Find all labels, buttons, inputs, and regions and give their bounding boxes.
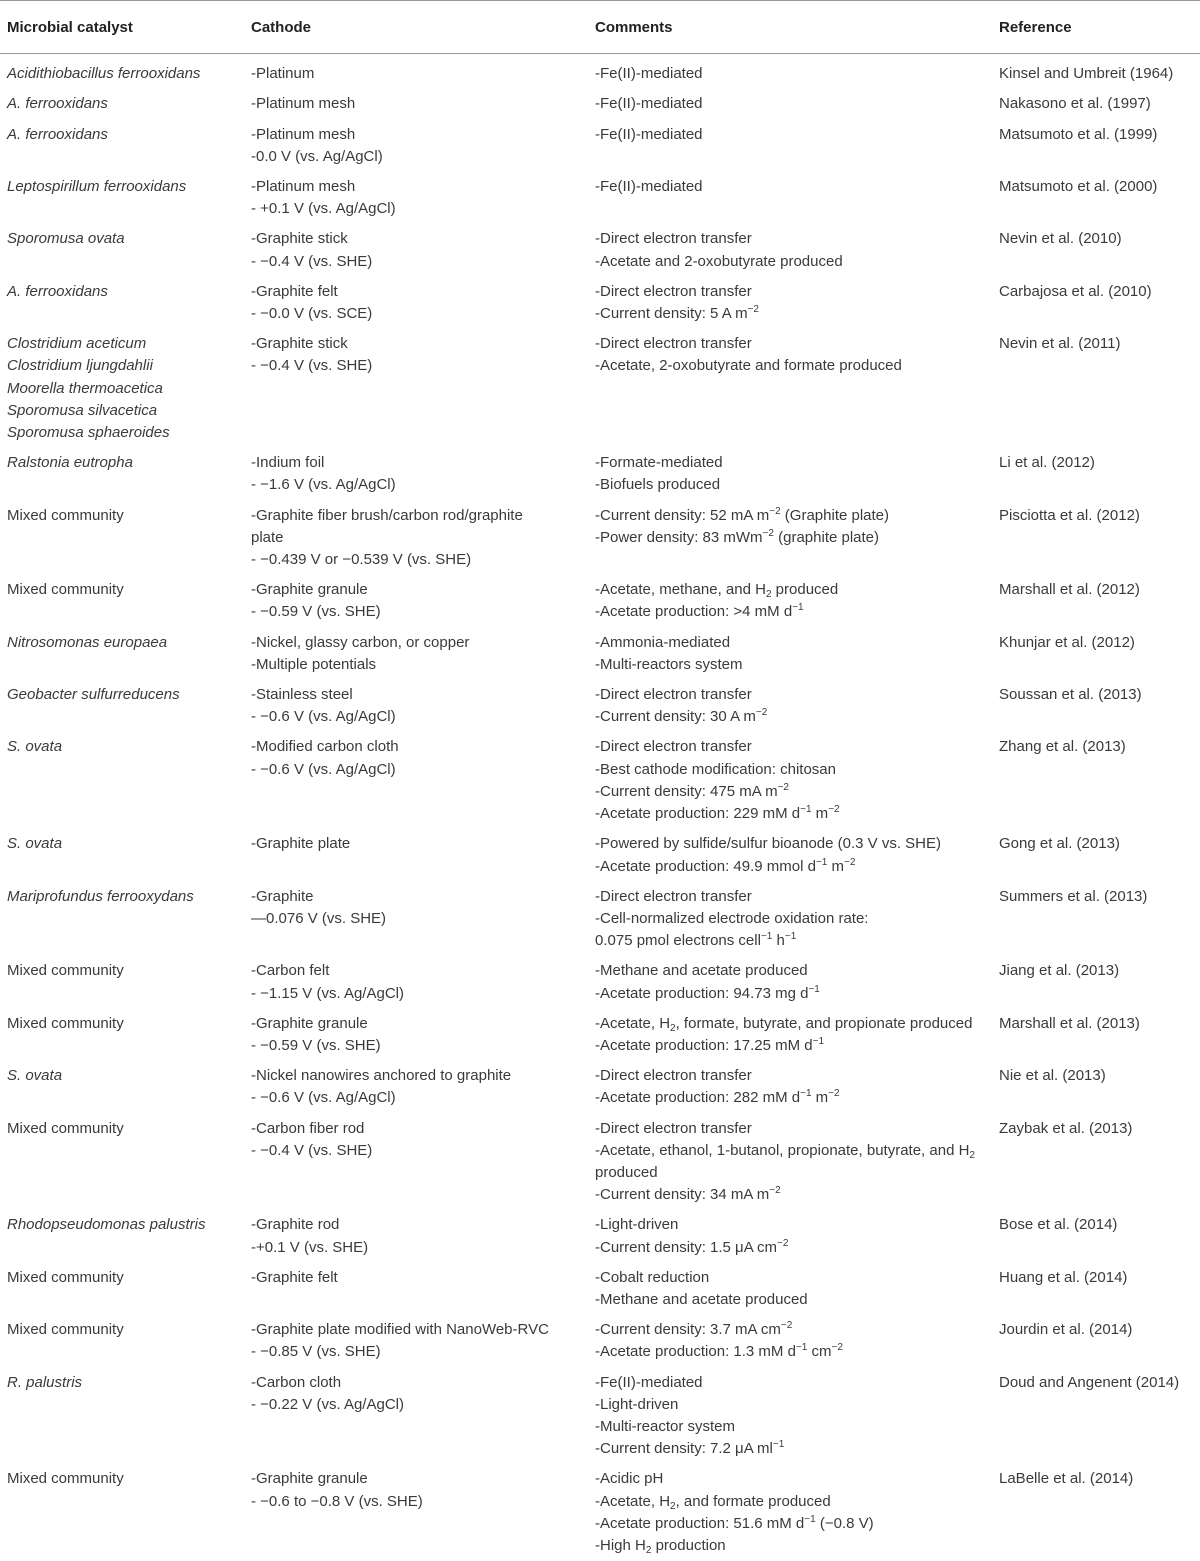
cell-comments [591,1464,995,1561]
cell-line: -0.0 V (vs. Ag/AgCl) [251,147,383,165]
cell-reference: Marshall et al. (2012) [999,581,1140,599]
cell-comments [591,1315,995,1367]
cell-line: -Direct electron transfer [595,282,752,300]
cell-line: -+0.1 V (vs. SHE) [251,1238,369,1256]
cell-line: -Graphite felt [251,282,338,300]
cell-reference: Nie et al. (2013) [999,1067,1106,1085]
cell-microbial-catalyst [0,329,244,448]
cell-line: 0.075 pmol electrons cell$^{-1}$ $h^{-1}$ [595,931,797,950]
cell-cathode [244,882,591,957]
cell-line: Mixed community [7,962,124,980]
cell-reference: Nevin et al. (2011) [999,335,1121,353]
cell-comments [591,1009,995,1061]
cell-line: -Fe(II)-mediated [595,65,703,83]
cell-reference: Huang et al. (2014) [999,1268,1128,1286]
cell-reference: Matsumoto et al. (1999) [999,125,1158,143]
cell-line: - −0.0 V (vs. SCE) [251,305,373,323]
cell-line: - −0.6 to −0.8 V (vs. SHE) [251,1492,423,1510]
cell-line: -Current density: 34 mA $m^{-2}$ [595,1185,781,1204]
cell-cathode [244,329,591,448]
cell-reference: Soussan et al. (2013) [999,686,1142,704]
cell-cathode [244,575,591,627]
cell-cathode [244,277,591,329]
cell-line: -Acidic pH [595,1470,664,1488]
table-row [0,829,1200,881]
cell-cathode [244,172,591,224]
cell-line: -Acetate and 2-oxobutyrate produced [595,252,843,270]
cell-microbial-catalyst [0,680,244,732]
cell-line: -Acetate, $H_2$, formate, butyrate, and propionate produced [595,1014,973,1034]
table-row [0,1315,1200,1367]
cell-line: -Acetate production: 229 mM $d^{-1}$ $m^{-2}$ [595,804,840,823]
cell-reference: Zhang et al. (2013) [999,738,1126,756]
cell-line: Sporomusa ovata [7,230,125,248]
cell-line: -Best cathode modification: chitosan [595,760,836,778]
cell-reference: Marshall et al. (2013) [999,1014,1140,1032]
cell-line: -Cell-normalized electrode oxidation rate: [595,909,869,927]
cell-microbial-catalyst [0,575,244,627]
table-row [0,628,1200,680]
cell-microbial-catalyst [0,277,244,329]
cell-comments [591,680,995,732]
cell-cathode [244,732,591,829]
cell-reference: Jourdin et al. (2014) [999,1321,1133,1339]
table-row [0,575,1200,627]
cell-microbial-catalyst [0,1368,244,1465]
cell-line: -Direct electron transfer [595,230,752,248]
cell-line: -Nickel, glassy carbon, or copper [251,633,470,651]
table-row [0,680,1200,732]
cell-line: -Power density: 83 mWm$^{-2}$ (graphite plate) [595,527,880,546]
cell-cathode [244,1210,591,1262]
cell-line: - −0.4 V (vs. SHE) [251,1141,373,1159]
cell-cathode [244,1061,591,1113]
cell-line: - −0.6 V (vs. Ag/AgCl) [251,760,396,778]
cell-line: Mixed community [7,1014,124,1032]
cell-comments [591,277,995,329]
cell-line: -Acetate production: 282 mM $d^{-1}$ $m^{-2}$ [595,1088,840,1107]
cell-line: Mixed community [7,1268,124,1286]
cell-reference: Summers et al. (2013) [999,887,1148,905]
cell-microbial-catalyst [0,882,244,957]
cell-line: -Direct electron transfer [595,887,752,905]
cell-line: R. palustris [7,1373,83,1391]
cell-line: -Direct electron transfer [595,686,752,704]
cell-line: - −0.6 V (vs. Ag/AgCl) [251,708,396,726]
cell-line: -Direct electron transfer [595,1067,752,1085]
table-row [0,1114,1200,1211]
cell-microbial-catalyst [0,89,244,119]
cell-reference: Kinsel and Umbreit (1964) [999,65,1174,83]
cell-microbial-catalyst [0,1464,244,1561]
cell-comments [591,956,995,1008]
cell-line: -Formate-mediated [595,454,723,472]
cell-line: -Graphite rod [251,1216,340,1234]
cell-microbial-catalyst [0,1315,244,1367]
cell-line: -Platinum mesh [251,95,356,113]
cell-line: -Stainless steel [251,686,353,704]
cell-line: -Direct electron transfer [595,335,752,353]
cell-line: —0.076 V (vs. SHE) [251,909,387,927]
cell-line: -Acetate, $H_2$, and formate produced [595,1492,831,1512]
cell-line: - −0.59 V (vs. SHE) [251,1036,381,1054]
cell-microbial-catalyst [0,224,244,276]
table-row [0,1210,1200,1262]
cell-line: - −0.4 V (vs. SHE) [251,357,373,375]
cell-cathode [244,956,591,1008]
table-row [0,277,1200,329]
cell-microbial-catalyst [0,628,244,680]
cell-line: - −0.6 V (vs. Ag/AgCl) [251,1089,396,1107]
cell-line: Mixed community [7,1321,124,1339]
cell-comments [591,575,995,627]
cell-cathode [244,448,591,500]
cell-line: -Graphite [251,887,314,905]
cell-line: Clostridium ljungdahlii [7,357,153,375]
cell-line: S. ovata [7,738,63,756]
cell-line: Rhodopseudomonas palustris [7,1216,206,1234]
cell-line: -Acetate, ethanol, 1-butanol, propionate, butyrate, and $H_2$ produced [595,1141,975,1181]
cell-line: -Methane and acetate produced [595,962,808,980]
cell-line: -Fe(II)-mediated [595,178,703,196]
table-row [0,1061,1200,1113]
table-row [0,120,1200,172]
cell-comments [591,882,995,957]
cell-line: Sporomusa silvacetica [7,401,158,419]
cell-cathode [244,1368,591,1465]
cell-reference: Nakasono et al. (1997) [999,95,1151,113]
cell-cathode [244,1009,591,1061]
cell-comments [591,89,995,119]
cell-cathode [244,680,591,732]
cell-line: Acidithiobacillus ferrooxidans [7,65,201,83]
cell-line: -Platinum mesh [251,125,356,143]
cell-cathode [244,1114,591,1211]
cell-comments [591,732,995,829]
header-comments: Comments [591,1,995,54]
cell-comments [591,448,995,500]
cell-line: - +0.1 V (vs. Ag/AgCl) [251,200,396,218]
header-cathode: Cathode [244,1,591,54]
cell-reference: Nevin et al. (2010) [999,230,1122,248]
cell-line: -Fe(II)-mediated [595,1373,703,1391]
cell-line: -Multiple potentials [251,655,377,673]
cell-microbial-catalyst [0,1061,244,1113]
cell-line: -Platinum [251,65,315,83]
cell-line: -Direct electron transfer [595,738,752,756]
cell-line: -Acetate production: >4 mM $d^{-1}$ [595,602,804,621]
cell-line: - −0.85 V (vs. SHE) [251,1343,381,1361]
table-row [0,1263,1200,1315]
header-row [0,1,1200,54]
cell-line: -High $H_2$ production [595,1536,726,1556]
cell-cathode [244,1263,591,1315]
cell-line: Mariprofundus ferrooxydans [7,887,194,905]
cell-reference: Bose et al. (2014) [999,1216,1118,1234]
cell-cathode [244,501,591,576]
table-row [0,224,1200,276]
cell-line: -Acetate production: 1.3 mM $d^{-1}$ $cm^{-2}$ [595,1342,843,1361]
cell-line: -Methane and acetate produced [595,1290,808,1308]
cell-reference: Jiang et al. (2013) [999,962,1120,980]
cell-comments [591,1368,995,1465]
cell-microbial-catalyst [0,501,244,576]
table-row [0,54,1200,90]
table-row [0,956,1200,1008]
cell-microbial-catalyst [0,732,244,829]
cell-line: -Graphite fiber brush/carbon rod/graphite plate [251,506,523,546]
cell-comments [591,829,995,881]
table-row [0,89,1200,119]
cell-line: Mixed community [7,1470,124,1488]
table-row [0,1009,1200,1061]
cell-cathode [244,224,591,276]
cell-cathode [244,829,591,881]
cell-line: -Acetate production: 51.6 mM $d^{-1}$ (−0.8 V) [595,1513,874,1532]
cell-comments [591,54,995,90]
table-row [0,732,1200,829]
cell-line: -Acetate production: 94.73 mg $d^{-1}$ [595,983,820,1002]
cell-comments [591,120,995,172]
cell-line: -Fe(II)-mediated [595,95,703,113]
cell-line: - −0.59 V (vs. SHE) [251,603,381,621]
cell-line: - −1.6 V (vs. Ag/AgCl) [251,476,396,494]
cell-line: -Graphite plate [251,835,351,853]
cell-line: -Cobalt reduction [595,1268,710,1286]
cell-comments [591,1210,995,1262]
table-header [0,1,1200,54]
cell-microbial-catalyst [0,1009,244,1061]
cell-reference: Doud and Angenent (2014) [999,1373,1180,1391]
cell-line: Clostridium aceticum [7,335,147,353]
cell-line: A. ferrooxidans [7,95,108,113]
cell-line: - −0.4 V (vs. SHE) [251,252,373,270]
cell-line: -Multi-reactors system [595,655,743,673]
table-row [0,1368,1200,1465]
table-body [0,54,1200,1561]
table-row [0,501,1200,576]
cell-comments [591,1061,995,1113]
cell-line: -Direct electron transfer [595,1119,752,1137]
header-reference: Reference [995,1,1200,54]
cell-microbial-catalyst [0,1210,244,1262]
cell-line: -Current density: 7.2 μA $ml^{-1}$ [595,1439,785,1458]
cell-line: -Biofuels produced [595,476,721,494]
cell-reference: Pisciotta et al. (2012) [999,506,1140,524]
cell-line: A. ferrooxidans [7,282,108,300]
cell-reference: Carbajosa et al. (2010) [999,282,1152,300]
cell-microbial-catalyst [0,54,244,90]
cell-line: -Current density: 1.5 μA $cm^{-2}$ [595,1237,789,1256]
table-row [0,329,1200,448]
cell-line: Mixed community [7,581,124,599]
cell-line: -Graphite plate modified with NanoWeb-RVC [251,1321,549,1339]
cell-line: A. ferrooxidans [7,125,108,143]
cell-line: -Graphite granule [251,581,368,599]
cell-microbial-catalyst [0,120,244,172]
table-row [0,882,1200,957]
cell-line: Nitrosomonas europaea [7,633,168,651]
cell-line: -Powered by sulfide/sulfur bioanode (0.3 V vs. SHE) [595,835,942,853]
cell-line: -Carbon cloth [251,1373,342,1391]
cell-line: Leptospirillum ferrooxidans [7,178,187,196]
cell-line: Geobacter sulfurreducens [7,686,180,704]
cell-line: S. ovata [7,1067,63,1085]
cell-line: -Graphite granule [251,1470,368,1488]
cell-line: S. ovata [7,835,63,853]
cell-line: -Fe(II)-mediated [595,125,703,143]
cell-line: -Current density: 475 mA $m^{-2}$ [595,781,789,800]
cell-microbial-catalyst [0,829,244,881]
cell-line: Sporomusa sphaeroides [7,424,170,442]
cell-comments [591,628,995,680]
cell-reference: Matsumoto et al. (2000) [999,178,1158,196]
cell-line: -Acetate production: 49.9 mmol $d^{-1}$ $m^{-2}$ [595,856,856,875]
cell-line: -Current density: 52 mA $m^{-2}$ (Graphite plate) [595,505,890,524]
cell-line: -Carbon fiber rod [251,1119,365,1137]
cell-comments [591,1114,995,1211]
cell-reference: Khunjar et al. (2012) [999,633,1135,651]
cell-line: - −0.439 V or −0.539 V (vs. SHE) [251,551,472,569]
cell-reference: Zaybak et al. (2013) [999,1119,1133,1137]
cell-cathode [244,628,591,680]
cell-microbial-catalyst [0,1114,244,1211]
cell-comments [591,224,995,276]
cell-line: -Acetate, methane, and $H_2$ produced [595,581,839,601]
table-row [0,448,1200,500]
cell-line: Mixed community [7,506,124,524]
header-microbial-catalyst: Microbial catalyst [0,1,244,54]
cell-reference: Gong et al. (2013) [999,835,1120,853]
cell-line: -Graphite granule [251,1014,368,1032]
cell-microbial-catalyst [0,172,244,224]
cell-cathode [244,89,591,119]
cell-comments [591,329,995,448]
cell-line: -Light-driven [595,1395,679,1413]
cell-microbial-catalyst [0,448,244,500]
cell-reference: Li et al. (2012) [999,454,1095,472]
cell-line: Ralstonia eutropha [7,454,133,472]
cell-line: -Acetate, 2-oxobutyrate and formate produced [595,357,902,375]
cell-line: -Multi-reactor system [595,1417,736,1435]
cell-line: -Acetate production: 17.25 mM $d^{-1}$ [595,1035,825,1054]
cell-line: - −0.22 V (vs. Ag/AgCl) [251,1395,404,1413]
cell-line: -Nickel nanowires anchored to graphite [251,1067,512,1085]
cell-line: -Current density: 30 A $m^{-2}$ [595,707,768,726]
cell-cathode [244,1464,591,1561]
cell-comments [591,172,995,224]
cell-microbial-catalyst [0,956,244,1008]
cell-line: -Current density: 3.7 mA $cm^{-2}$ [595,1320,793,1339]
cell-cathode [244,54,591,90]
cell-line: -Current density: 5 A $m^{-2}$ [595,304,759,323]
cell-line: -Graphite stick [251,230,348,248]
cell-cathode [244,1315,591,1367]
cell-line: -Ammonia-mediated [595,633,731,651]
cell-comments [591,1263,995,1315]
cell-line: Mixed community [7,1119,124,1137]
table-row [0,1464,1200,1561]
table-row [0,172,1200,224]
cell-line: -Carbon felt [251,962,330,980]
cell-line: -Modified carbon cloth [251,738,399,756]
cell-cathode [244,120,591,172]
cell-line: -Platinum mesh [251,178,356,196]
cell-line: -Graphite stick [251,335,348,353]
cell-microbial-catalyst [0,1263,244,1315]
cell-line: Moorella thermoacetica [7,379,163,397]
cell-comments [591,501,995,576]
cell-line: - −1.15 V (vs. Ag/AgCl) [251,984,404,1002]
cell-line: -Light-driven [595,1216,679,1234]
cell-line: -Graphite felt [251,1268,338,1286]
cell-line: -Indium foil [251,454,325,472]
cell-reference: LaBelle et al. (2014) [999,1470,1134,1488]
